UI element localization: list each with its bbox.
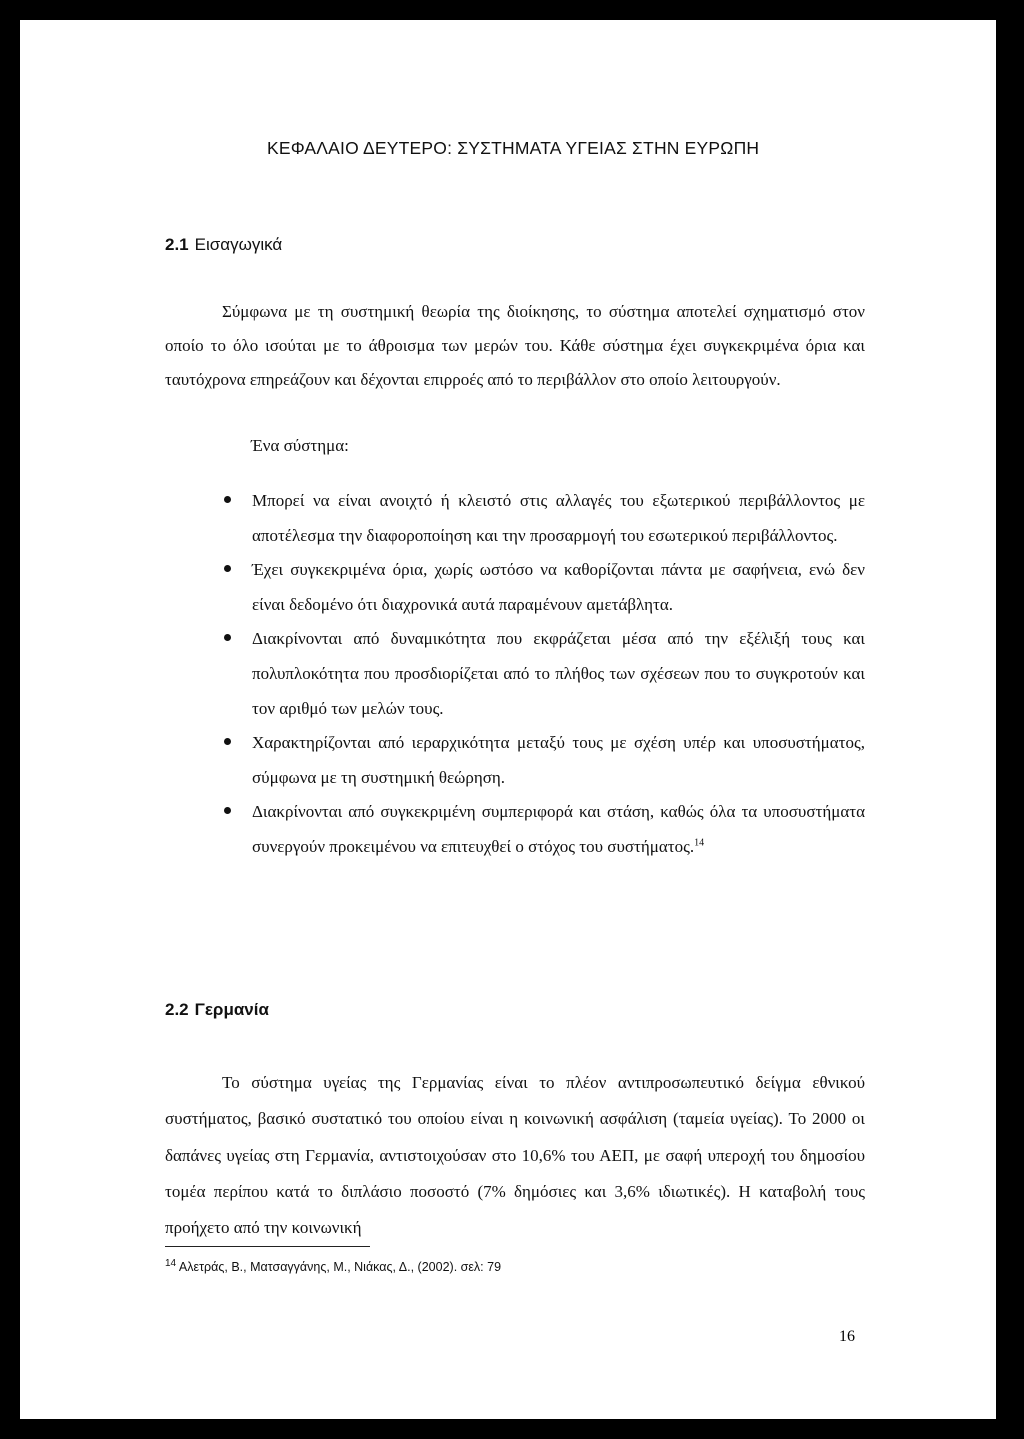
list-item-text: Μπορεί να είναι ανοιχτό ή κλειστό στις αλλαγές του εξωτερικού περιβάλλοντος με αποτέλεσμα την διαφοροποίηση και την προσαρμογή του εσωτερικού περιβάλλοντος. xyxy=(252,491,865,545)
footnote-divider xyxy=(165,1246,370,1247)
footnote-reference: 14 xyxy=(694,837,705,849)
bullet-icon xyxy=(224,807,231,814)
bullet-icon xyxy=(224,738,231,745)
section-title: Εισαγωγικά xyxy=(194,235,283,254)
section-heading-2-2 xyxy=(165,1000,269,1020)
list-item xyxy=(165,553,865,622)
list-item-text: Διακρίνονται από δυναμικότητα που εκφράζεται μέσα από την εξέλιξή τους και πολυπλοκότητα που προσδιορίζεται από το πλήθος των σχέσεων που το συγκροτούν και τον αριθμό των μελών τους. xyxy=(252,629,865,718)
section-title: Γερμανία xyxy=(194,1000,269,1019)
section-number: 2.1 xyxy=(165,235,189,254)
intro-paragraph: Σύμφωνα με τη συστημική θεωρία της διοίκησης, το σύστημα αποτελεί σχηματισμό στον οποίο το όλο ισούται με το άθροισμα των μερών του. Κάθε σύστημα έχει συγκεκριμένα όρια και ταυτόχρονα επηρεάζουν και δέχονται επιρροές από το περιβάλλον στο οποίο λειτουργούν. xyxy=(165,302,865,390)
page-number: 16 xyxy=(839,1328,855,1345)
list-item-text: Διακρίνονται από συγκεκριμένη συμπεριφορά και στάση, καθώς όλα τα υποσυστήματα συνεργούν προκειμένου να επιτευχθεί ο στόχος του συστήματος. xyxy=(252,802,865,856)
section-heading-2-1 xyxy=(165,235,282,255)
list-item xyxy=(165,795,865,864)
list-item xyxy=(165,726,865,795)
list-item xyxy=(165,622,865,726)
footnote-marker: 14 xyxy=(165,1257,177,1269)
footnote-text: Αλετράς, Β., Ματσαγγάνης, Μ., Νιάκας, Δ., (2002). σελ: 79 xyxy=(178,1260,502,1274)
bullet-icon xyxy=(224,565,231,572)
list-item-text: Χαρακτηρίζονται από ιεραρχικότητα μεταξύ τους με σχέση υπέρ και υποσυστήματος, σύμφωνα με τη συστημική θεώρηση. xyxy=(252,733,865,787)
list-item-text: Έχει συγκεκριμένα όρια, χωρίς ωστόσο να καθορίζονται πάντα με σαφήνεια, ενώ δεν είναι δεδομένο ότι διαχρονικά αυτά παραμένουν αμετάβλητα. xyxy=(252,560,865,614)
germany-paragraph: Το σύστημα υγείας της Γερμανίας είναι το πλέον αντιπροσωπευτικό δείγμα εθνικού συστήματος, βασικό συστατικό του οποίου είναι η κοινωνική ασφάλιση (ταμεία υγείας). Το 2000 οι δαπάνες υγείας στη Γερμανία, αντιστοιχούσαν στο 10,6% του ΑΕΠ, με σαφή υπεροχή του δημοσίου τομέα περίπου κατά το διπλάσιο ποσοστό (7% δημόσιες και 3,6% ιδιωτικές). Η καταβολή τους προήχετο από την κοινωνική xyxy=(165,1073,865,1238)
bullet-icon xyxy=(224,634,231,641)
document-sheet xyxy=(20,20,996,1419)
list-intro: Ένα σύστημα: xyxy=(251,436,349,455)
footnote xyxy=(165,1257,502,1274)
bullet-icon xyxy=(224,496,231,503)
section-number: 2.2 xyxy=(165,1000,189,1019)
list-item xyxy=(165,484,865,553)
chapter-title: ΚΕΦΑΛΑΙΟ ΔΕΥΤΕΡΟ: ΣΥΣΤΗΜΑΤΑ ΥΓΕΙΑΣ ΣΤΗΝ ΕΥΡΩΠΗ xyxy=(267,138,760,158)
bullet-list xyxy=(165,484,865,865)
